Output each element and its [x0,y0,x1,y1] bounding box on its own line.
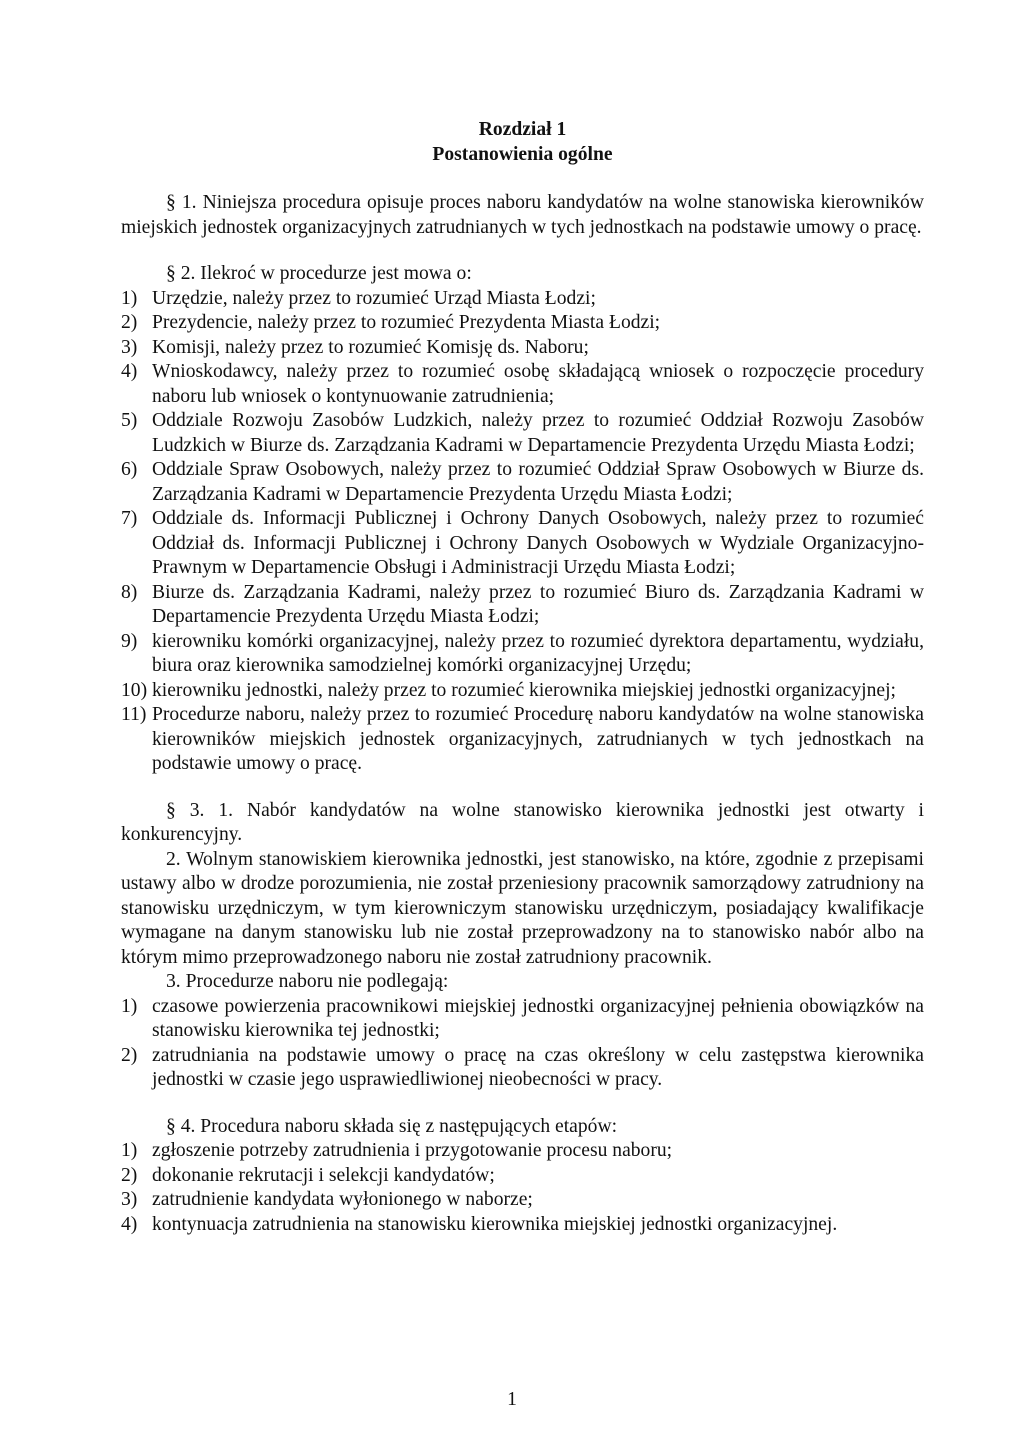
section-2-list [121,287,924,777]
list-item-text: Oddziale ds. Informacji Publicznej i Ochrony Danych Osobowych, należy przez to rozumieć Oddział ds. Informacji Publicznej i Ochrony Danych Osobowych w Wydziale Organizacyjno-Prawnym w Departamencie Obsługi i Administracji Urzędu Miasta Łodzi; [152,508,924,578]
list-item-number: 2) [121,1044,138,1066]
list-item-number: 4) [121,361,138,382]
list-item-number: 9) [121,630,138,652]
list-item-number: 2) [121,312,138,333]
list-item [121,1044,924,1093]
list-item [121,287,924,312]
list-item [121,409,924,458]
list-item-number: 3) [121,336,138,358]
list-item [121,1164,924,1189]
list-item-text: Urzędzie, należy przez to rozumieć Urząd Miasta Łodzi; [152,287,596,309]
list-item-text: zgłoszenie potrzeby zatrudnienia i przygotowanie procesu naboru; [152,1140,673,1161]
list-item-number: 1) [121,995,138,1017]
section-3-paragraph-3: 3. Procedurze naboru nie podlegają: [166,971,449,992]
list-item-text: kierowniku komórki organizacyjnej, należy przez to rozumieć dyrektora departamentu, wydziału, biura oraz kierownika samodzielnej komórki organizacyjnej Urzędu; [152,630,924,676]
list-item [121,458,924,507]
chapter-subtitle: Postanowienia ogólne [432,143,613,165]
page-number: 1 [507,1389,517,1410]
list-item [121,995,924,1044]
list-item [121,311,924,336]
list-item-text: Procedurze naboru, należy przez to rozumieć Procedurę naboru kandydatów na wolne stanowiska kierowników miejskich jednostek organizacyjnych, zatrudnianych w tych jednostkach na podstawie umowy o pracę. [152,704,924,774]
section-4-list [121,1139,924,1237]
list-item-text: dokonanie rekrutacji i selekcji kandydatów; [152,1164,495,1186]
section-4-intro: § 4. Procedura naboru składa się z następujących etapów: [166,1115,618,1137]
list-item [121,336,924,361]
list-item-text: czasowe powierzenia pracownikowi miejskiej jednostki organizacyjnej pełnienia obowiązków na stanowisku kierownika tej jednostki; [152,995,924,1041]
list-item-text: Oddziale Spraw Osobowych, należy przez to rozumieć Oddział Spraw Osobowych w Biurze ds. Zarządzania Kadrami w Departamencie Prezydenta Urzędu Miasta Łodzi; [152,459,924,505]
list-item-text: Wnioskodawcy, należy przez to rozumieć osobę składającą wniosek o rozpoczęcie procedury naboru lub wniosek o kontynuowanie zatrudnienia; [152,361,924,407]
section-3-paragraph-2: 2. Wolnym stanowiskiem kierownika jednostki, jest stanowisko, na które, zgodnie z przepisami ustawy albo w drodze porozumienia, nie został przeniesiony pracownik samorządowy zatrudniony na stanowisku urzędniczym, w tym kierowniczym stanowisku urzędniczym, posiadający kwalifikacje wymagane na danym stanowisku lub nie został przeprowadzony na to stanowisko nabór albo na którym mimo przeprowadzonego naboru nie został zatrudniony pracownik. [121,848,924,968]
list-item [121,581,924,630]
list-item-number: 1) [121,1140,138,1161]
list-item-number: 4) [121,1213,138,1235]
list-item [121,507,924,581]
list-item-number: 7) [121,508,138,529]
list-item-number: 3) [121,1189,138,1210]
list-item-text: kontynuacja zatrudnienia na stanowisku kierownika miejskiej jednostki organizacyjnej. [152,1213,838,1235]
chapter-title: Rozdział 1 [478,119,567,140]
section-3-list [121,995,924,1093]
list-item-text: zatrudniania na podstawie umowy o pracę na czas określony w celu zastępstwa kierownika jednostki w czasie jego usprawiedliwionej nieobecności w pracy. [152,1044,924,1090]
list-item-text: Komisji, należy przez to rozumieć Komisję ds. Naboru; [152,336,589,358]
list-item-text: Prezydencie, należy przez to rozumieć Prezydenta Miasta Łodzi; [152,312,661,333]
section-3-paragraph-1: § 3. 1. Nabór kandydatów na wolne stanowisko kierownika jednostki jest otwarty i konkurencyjny. [121,799,924,845]
list-item-number: 5) [121,410,138,431]
list-item [121,679,924,704]
list-item [121,703,924,777]
list-item [121,360,924,409]
list-item [121,1213,924,1238]
list-item-text: Biurze ds. Zarządzania Kadrami, należy przez to rozumieć Biuro ds. Zarządzania Kadrami w Departamencie Prezydenta Urzędu Miasta Łodzi; [152,581,924,627]
list-item-number: 10) [121,679,148,701]
section-2-intro: § 2. Ilekroć w procedurze jest mowa o: [166,263,472,284]
list-item-text: zatrudnienie kandydata wyłonionego w naborze; [152,1189,533,1210]
list-item-number: 6) [121,459,138,480]
list-item-text: Oddziale Rozwoju Zasobów Ludzkich, należy przez to rozumieć Oddział Rozwoju Zasobów Ludzkich w Biurze ds. Zarządzania Kadrami w Departamencie Prezydenta Urzędu Miasta Łodzi; [152,410,924,456]
list-item-text: kierowniku jednostki, należy przez to rozumieć kierownika miejskiej jednostki organizacyjnej; [152,679,896,701]
section-1-text: § 1. Niniejsza procedura opisuje proces naboru kandydatów na wolne stanowiska kierowników miejskich jednostek organizacyjnych zatrudnianych w tych jednostkach na podstawie umowy o pracę. [121,192,924,238]
list-item-number: 11) [121,704,147,725]
list-item [121,1139,924,1164]
list-item-number: 8) [121,581,138,603]
list-item-number: 1) [121,287,138,309]
list-item [121,630,924,679]
list-item [121,1188,924,1213]
list-item-number: 2) [121,1164,138,1186]
